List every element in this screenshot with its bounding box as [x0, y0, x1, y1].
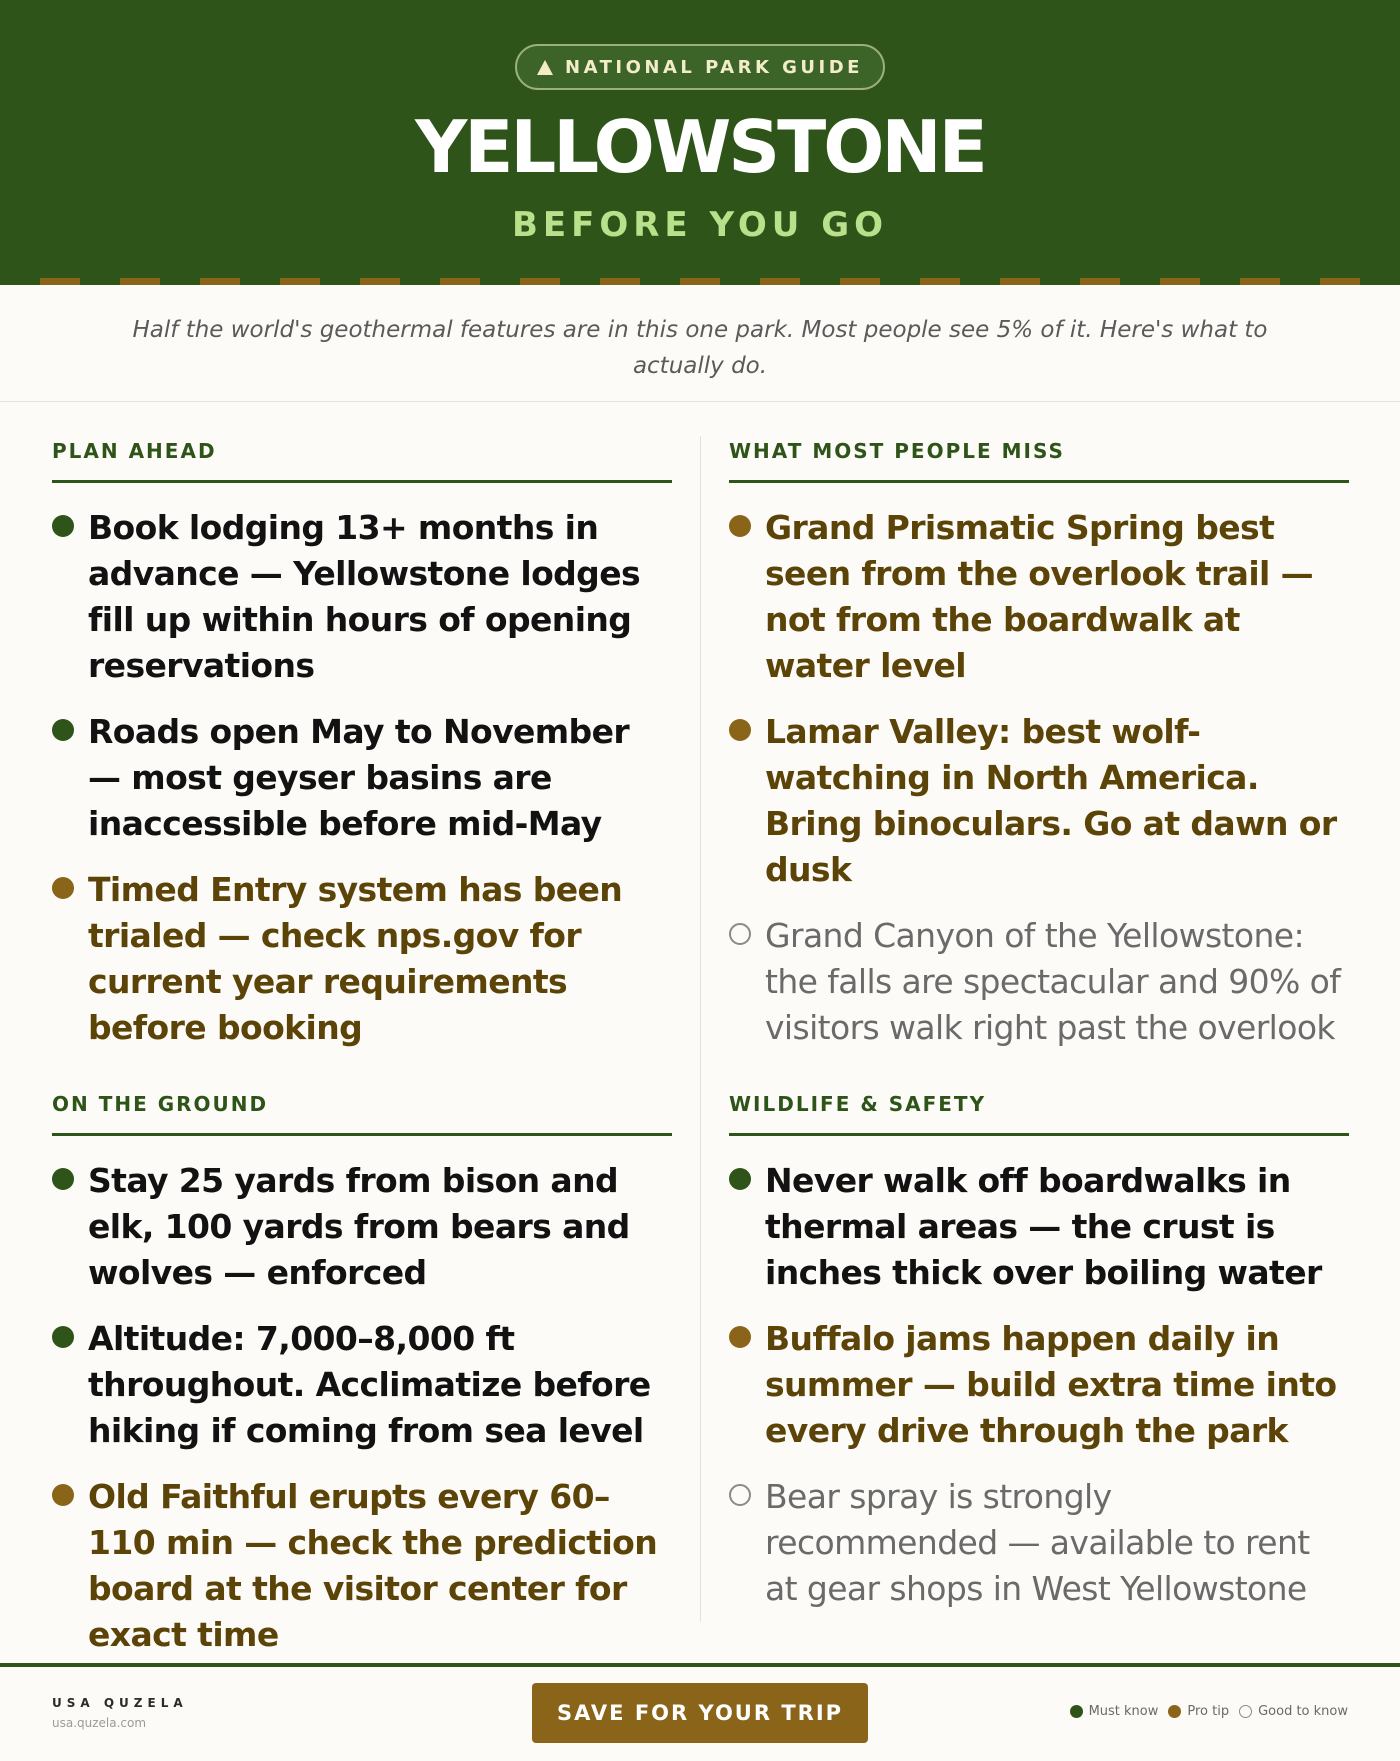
- pro-bullet-icon: [52, 1484, 74, 1506]
- list-item: [729, 1474, 1349, 1612]
- list-item: [729, 505, 1349, 689]
- legend-label: Good to know: [1258, 1704, 1348, 1719]
- item-text: Never walk off boardwalks in thermal areas — the crust is inches thick over boiling water: [765, 1161, 1322, 1292]
- good-bullet-icon: [729, 923, 751, 945]
- good-legend-icon: [1239, 1705, 1252, 1718]
- section: [729, 436, 1349, 1051]
- item-text: Old Faithful erupts every 60–110 min — check the prediction board at the visitor center for exact time: [88, 1477, 658, 1654]
- list-item: [52, 1158, 672, 1296]
- pro-bullet-icon: [52, 877, 74, 899]
- header-banner: [0, 0, 1400, 284]
- must-bullet-icon: [52, 1326, 74, 1348]
- list-item: [729, 1158, 1349, 1296]
- pro-bullet-icon: [729, 515, 751, 537]
- item-text: Roads open May to November — most geyser basins are inaccessible before mid-May: [88, 712, 630, 843]
- section-heading: WHAT MOST PEOPLE MISS: [729, 436, 1349, 483]
- must-bullet-icon: [52, 719, 74, 741]
- list-item: [729, 709, 1349, 893]
- must-bullet-icon: [52, 515, 74, 537]
- section-heading: PLAN AHEAD: [52, 436, 672, 483]
- item-text: Book lodging 13+ months in advance — Yellowstone lodges fill up within hours of opening reservations: [88, 508, 641, 685]
- legend-label: Pro tip: [1187, 1704, 1230, 1719]
- right-column: [729, 436, 1349, 1650]
- must-bullet-icon: [52, 1168, 74, 1190]
- item-text: Grand Prismatic Spring best seen from the overlook trail — not from the boardwalk at water level: [765, 508, 1314, 685]
- section-heading: ON THE GROUND: [52, 1089, 672, 1136]
- list-item: [52, 867, 672, 1051]
- good-bullet-icon: [729, 1484, 751, 1506]
- must-legend-icon: [1070, 1705, 1083, 1718]
- legend-entry: [1070, 1704, 1159, 1719]
- intro-divider: [0, 401, 1400, 402]
- must-bullet-icon: [729, 1168, 751, 1190]
- section: [729, 1089, 1349, 1612]
- pro-bullet-icon: [729, 719, 751, 741]
- brand-name: USA QUZELA: [52, 1696, 188, 1710]
- pro-legend-icon: [1168, 1705, 1181, 1718]
- list-item: [729, 1316, 1349, 1454]
- guide-badge: [515, 44, 885, 90]
- item-text: Altitude: 7,000–8,000 ft throughout. Acclimatize before hiking if coming from sea level: [88, 1319, 651, 1450]
- legend-entry: [1239, 1704, 1348, 1719]
- badge-label: NATIONAL PARK GUIDE: [565, 56, 863, 78]
- column-divider: [700, 436, 701, 1622]
- left-column: [52, 436, 672, 1696]
- brand-url[interactable]: usa.quzela.com: [52, 1716, 147, 1730]
- item-text: Buffalo jams happen daily in summer — build extra time into every drive through the park: [765, 1319, 1337, 1450]
- legend-label: Must know: [1088, 1704, 1159, 1719]
- item-text: Lamar Valley: best wolf-watching in North America. Bring binoculars. Go at dawn or dusk: [765, 712, 1337, 889]
- dashed-divider: [0, 278, 1400, 285]
- pro-bullet-icon: [729, 1326, 751, 1348]
- footer-divider: [0, 1663, 1400, 1667]
- item-text: Timed Entry system has been trialed — check nps.gov for current year requirements before booking: [88, 870, 623, 1047]
- legend: [1070, 1704, 1348, 1719]
- section: [52, 436, 672, 1051]
- section: [52, 1089, 672, 1658]
- list-item: [729, 913, 1349, 1051]
- tent-icon: [537, 60, 553, 75]
- page-subtitle: BEFORE YOU GO: [511, 205, 889, 245]
- legend-entry: [1168, 1704, 1229, 1719]
- list-item: [52, 1316, 672, 1454]
- section-heading: WILDLIFE & SAFETY: [729, 1089, 1349, 1136]
- item-text: Stay 25 yards from bison and elk, 100 yards from bears and wolves — enforced: [88, 1161, 630, 1292]
- list-item: [52, 709, 672, 847]
- save-for-trip-button[interactable]: SAVE FOR YOUR TRIP: [532, 1683, 868, 1743]
- item-text: Grand Canyon of the Yellowstone: the falls are spectacular and 90% of visitors walk right past the overlook: [765, 916, 1341, 1047]
- intro-text: Half the world's geothermal features are in this one park. Most people see 5% of it. Here's what to actually do.: [132, 317, 1268, 379]
- list-item: [52, 1474, 672, 1658]
- page-title: YELLOWSTONE: [415, 105, 985, 189]
- list-item: [52, 505, 672, 689]
- item-text: Bear spray is strongly recommended — available to rent at gear shops in West Yellowstone: [765, 1477, 1310, 1608]
